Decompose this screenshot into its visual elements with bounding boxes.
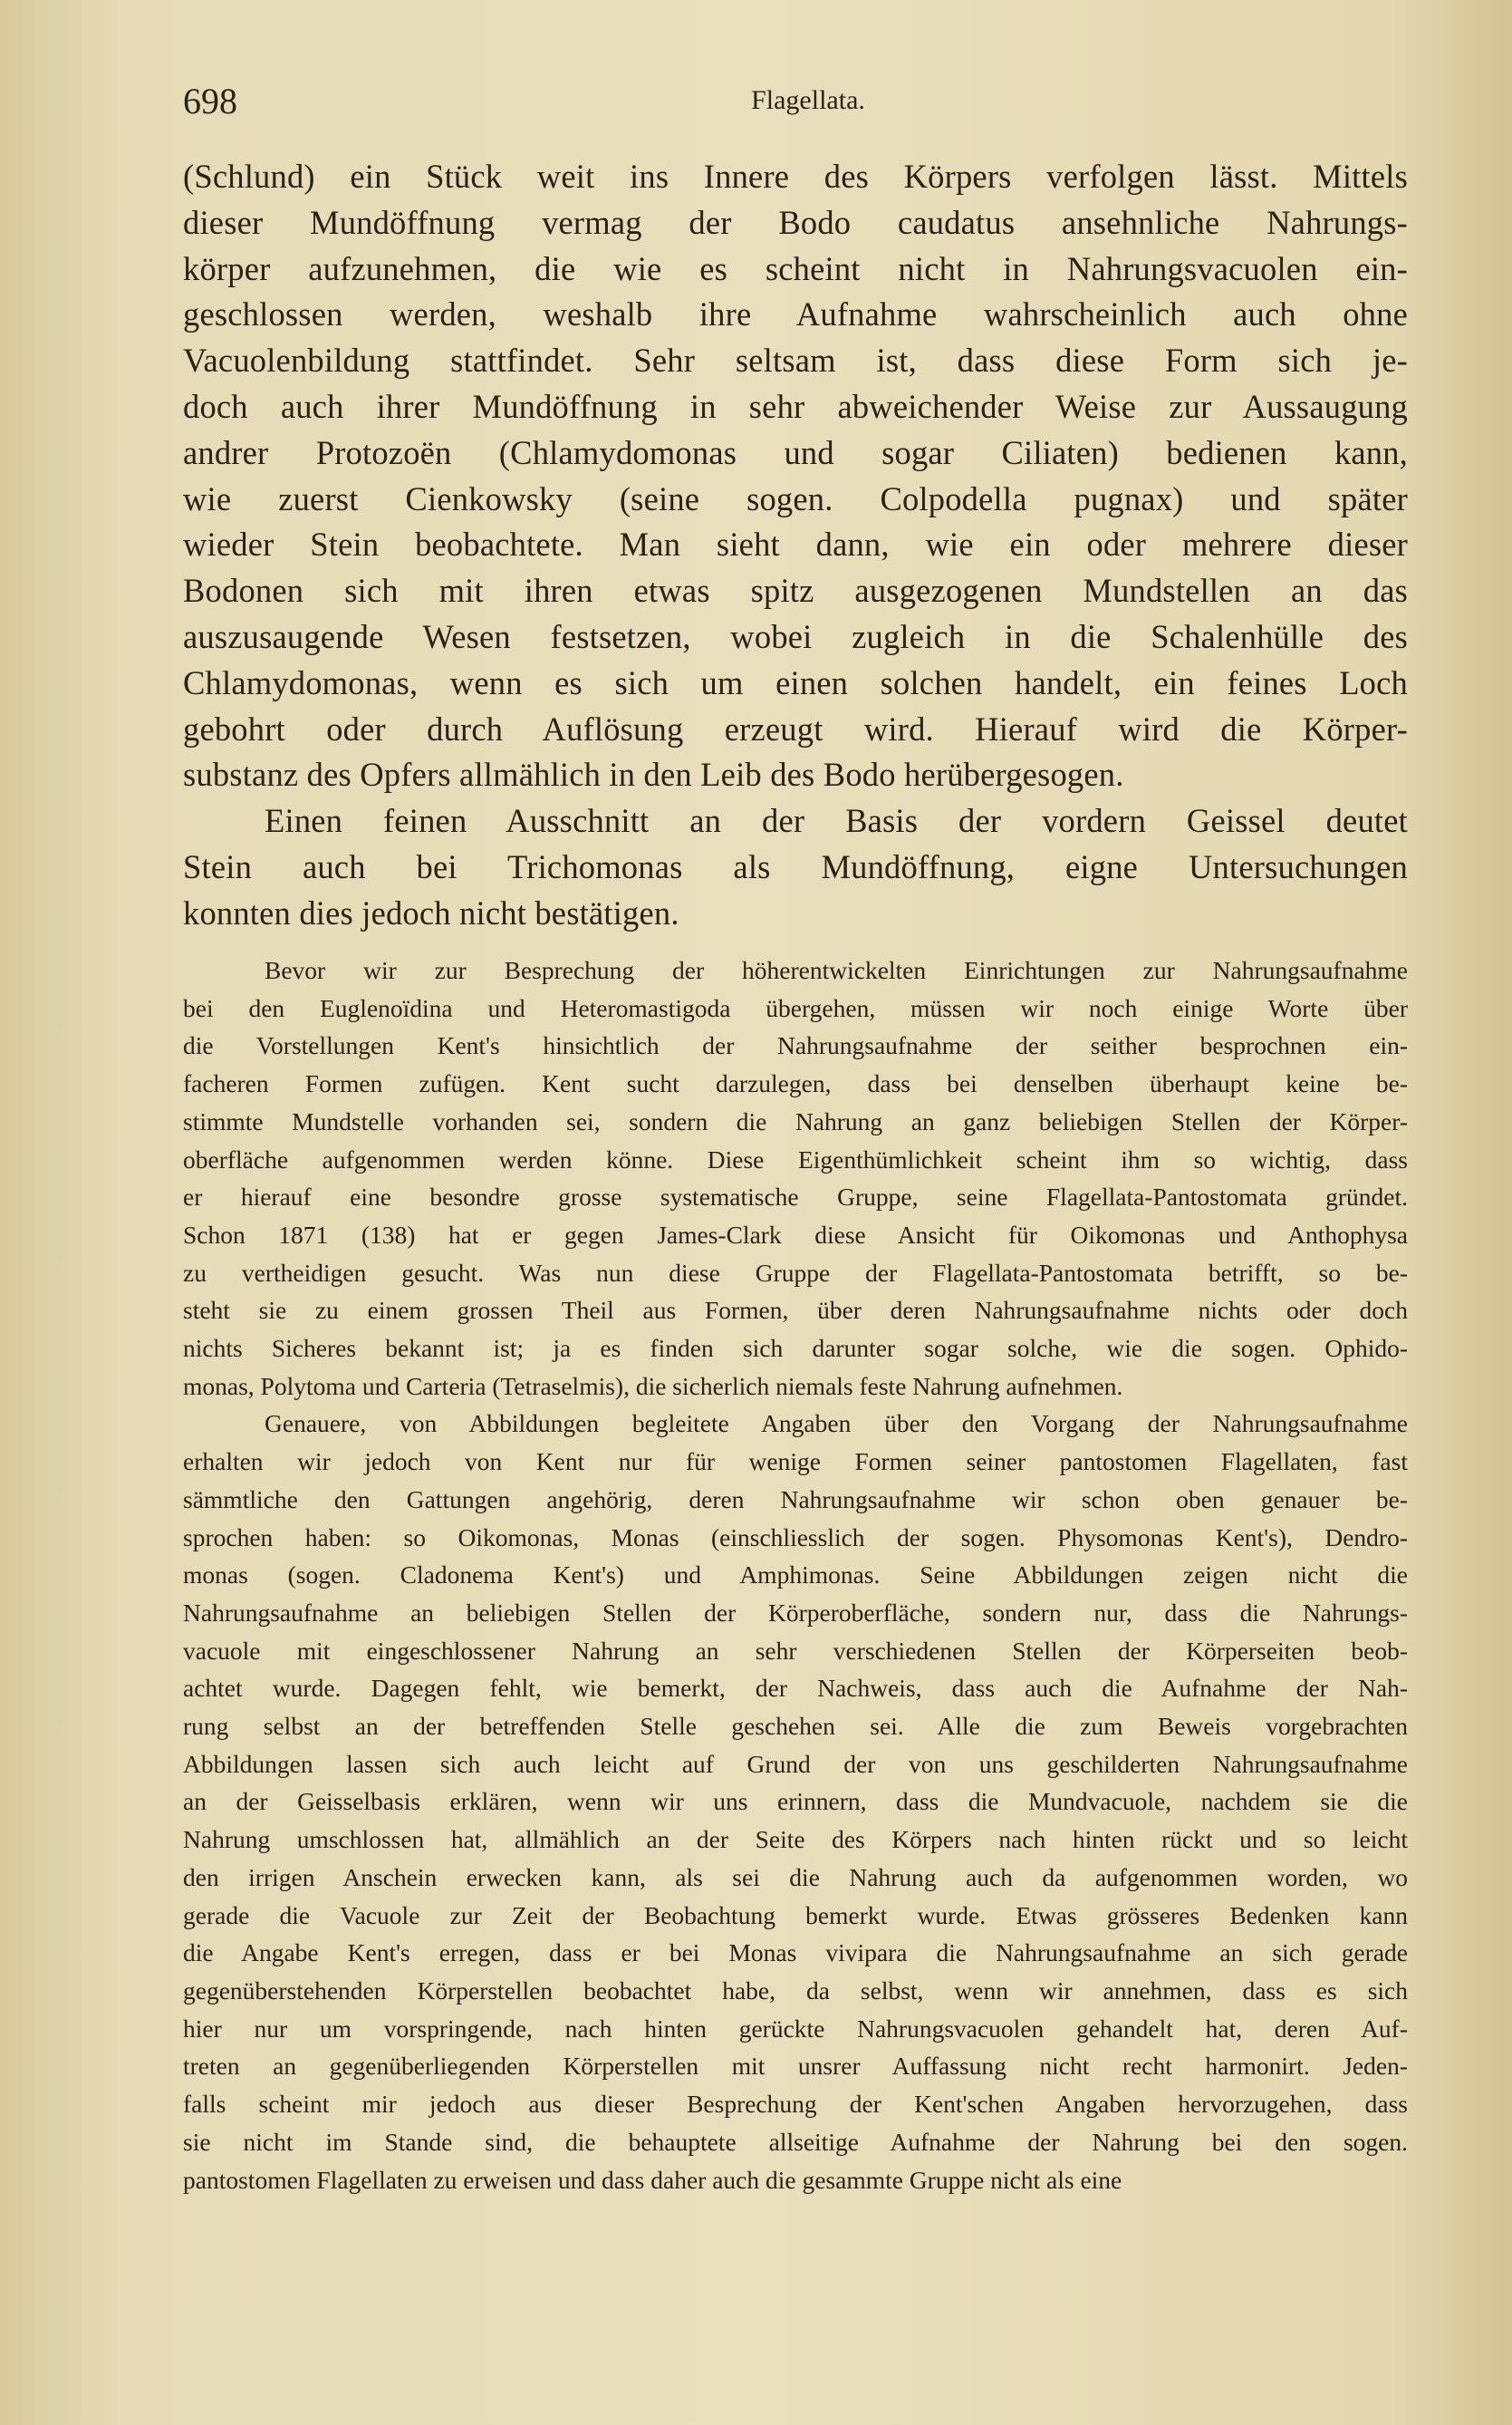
small-print-paragraph <box>183 1405 1408 2198</box>
text-line: die Angabe Kent's erregen, dass er bei Monas vivipara die Nahrungsaufnahme an sich gerade <box>183 1938 1408 1967</box>
text-line: Abbildungen lassen sich auch leicht auf Grund der von uns geschilderten Nahrungsaufnahme <box>183 1749 1408 1778</box>
text-line: achtet wurde. Dagegen fehlt, wie bemerkt, der Nachweis, dass auch die Aufnahme der Nah- <box>183 1674 1408 1703</box>
text-line: zu vertheidigen gesucht. Was nun diese Gruppe der Flagellata-Pantostomata betrifft, so be- <box>183 1258 1408 1287</box>
text-line: erhalten wir jedoch von Kent nur für wenige Formen seiner pantostomen Flagellaten, fast <box>183 1447 1408 1476</box>
small-print-paragraph <box>183 952 1408 1405</box>
text-line: doch auch ihrer Mundöffnung in sehr abweichender Weise zur Aussaugung <box>183 387 1408 425</box>
text-line: andrer Protozoën (Chlamydomonas und sogar Ciliaten) bedienen kann, <box>183 433 1408 471</box>
page-header <box>183 80 1433 134</box>
text-line: Einen feinen Ausschnitt an der Basis der vordern Geissel deutet <box>265 802 1408 840</box>
text-line: monas (sogen. Cladonema Kent's) und Amphimonas. Seine Abbildungen zeigen nicht die <box>183 1560 1408 1589</box>
text-line: gebohrt oder durch Auflösung erzeugt wird. Hierauf wird die Körper- <box>183 710 1408 748</box>
running-title: Flagellata. <box>751 85 865 115</box>
text-line: Vacuolenbildung stattfindet. Sehr seltsam ist, dass diese Form sich je- <box>183 342 1408 380</box>
text-line: treten an gegenüberliegenden Körperstellen mit unsrer Auffassung nicht recht harmonirt. Jeden- <box>183 2052 1408 2081</box>
text-line: sprochen haben: so Oikomonas, Monas (einschliesslich der sogen. Physomonas Kent's), Dendro- <box>183 1522 1408 1551</box>
text-line: hier nur um vorspringende, nach hinten gerückte Nahrungsvacuolen gehandelt hat, deren Auf- <box>183 2014 1408 2043</box>
text-line: Schon 1871 (138) hat er gegen James-Clark diese Ansicht für Oikomonas und Anthophysa <box>183 1220 1408 1249</box>
text-line: geschlossen werden, weshalb ihre Aufnahme wahrscheinlich auch ohne <box>183 295 1408 333</box>
text-line: konnten dies jedoch nicht bestätigen. <box>183 894 679 932</box>
text-line: wie zuerst Cienkowsky (seine sogen. Colpodella pugnax) und später <box>183 479 1408 517</box>
text-line: auszusaugende Wesen festsetzen, wobei zugleich in die Schalenhülle des <box>183 617 1408 655</box>
text-line: oberfläche aufgenommen werden könne. Diese Eigenthümlichkeit scheint ihm so wichtig, dass <box>183 1145 1408 1174</box>
text-line: Nahrungsaufnahme an beliebigen Stellen der Körperoberfläche, sondern nur, dass die Nahrungs- <box>183 1598 1408 1627</box>
body-paragraph <box>183 154 1408 798</box>
text-line: bei den Euglenoïdina und Heteromastigoda übergehen, müssen wir noch einige Worte über <box>183 993 1408 1022</box>
text-line: Bodonen sich mit ihren etwas spitz ausgezogenen Mundstellen an das <box>183 572 1408 610</box>
text-line: gerade die Vacuole zur Zeit der Beobachtung bemerkt wurde. Etwas grösseres Bedenken kann <box>183 1900 1408 1929</box>
text-line: nichts Sicheres bekannt ist; ja es finden sich darunter sogar solche, wie die sogen. Ophido- <box>183 1334 1408 1363</box>
text-line: die Vorstellungen Kent's hinsichtlich der Nahrungsaufnahme der seither besprochnen ein- <box>183 1031 1408 1060</box>
text-line: gegenüberstehenden Körperstellen beobachtet habe, da selbst, wenn wir annehmen, dass es sich <box>183 1976 1408 2005</box>
text-line: Stein auch bei Trichomonas als Mundöffnung, eigne Untersuchungen <box>183 847 1408 885</box>
text-line: facheren Formen zufügen. Kent sucht darzulegen, dass bei denselben überhaupt keine be- <box>183 1069 1408 1098</box>
text-line: sie nicht im Stande sind, die behauptete allseitige Aufnahme der Nahrung bei den sogen. <box>183 2127 1408 2156</box>
text-line: monas, Polytoma und Carteria (Tetraselmis), die sicherlich niemals feste Nahrung aufnehmen. <box>183 1371 1123 1400</box>
small-print-text <box>183 952 1408 2198</box>
text-line: steht sie zu einem grossen Theil aus Formen, über deren Nahrungsaufnahme nichts oder doch <box>183 1296 1408 1325</box>
text-line: dieser Mundöffnung vermag der Bodo caudatus ansehnliche Nahrungs- <box>183 203 1408 241</box>
text-line: sämmtliche den Gattungen angehörig, deren Nahrungsaufnahme wir schon oben genauer be- <box>183 1484 1408 1513</box>
text-line: er hierauf eine besondre grosse systematische Gruppe, seine Flagellata-Pantostomata gründet. <box>183 1183 1408 1212</box>
text-line: substanz des Opfers allmählich in den Leib des Bodo herübergesogen. <box>183 756 1124 794</box>
text-line: stimmte Mundstelle vorhanden sei, sondern die Nahrung an ganz beliebigen Stellen der Körper- <box>183 1106 1408 1135</box>
text-line: Nahrung umschlossen hat, allmählich an der Seite des Körpers nach hinten rückt und so leicht <box>183 1825 1408 1854</box>
text-line: rung selbst an der betreffenden Stelle geschehen sei. Alle die zum Beweis vorgebrachten <box>183 1712 1408 1741</box>
page-number: 698 <box>183 81 237 121</box>
text-line: wieder Stein beobachtete. Man sieht dann, wie ein oder mehrere dieser <box>183 526 1408 564</box>
text-line: vacuole mit eingeschlossener Nahrung an sehr verschiedenen Stellen der Körperseiten beob- <box>183 1636 1408 1665</box>
text-line: Chlamydomonas, wenn es sich um einen solchen handelt, ein feines Loch <box>183 663 1408 701</box>
text-line: (Schlund) ein Stück weit ins Innere des Körpers verfolgen lässt. Mittels <box>183 158 1408 195</box>
text-line: Bevor wir zur Besprechung der höherentwickelten Einrichtungen zur Nahrungsaufnahme <box>265 956 1408 984</box>
text-line: körper aufzunehmen, die wie es scheint nicht in Nahrungsvacuolen ein- <box>183 249 1408 287</box>
text-line: pantostomen Flagellaten zu erweisen und dass daher auch die gesammte Gruppe nicht als eine <box>183 2165 1122 2194</box>
body-paragraph <box>183 798 1408 936</box>
text-line: den irrigen Anschein erwecken kann, als sei die Nahrung auch da aufgenommen worden, wo <box>183 1862 1408 1891</box>
text-line: Genauere, von Abbildungen begleitete Angaben über den Vorgang der Nahrungsaufnahme <box>265 1409 1408 1438</box>
text-line: an der Geisselbasis erklären, wenn wir uns erinnern, dass die Mundvacuole, nachdem sie die <box>183 1787 1408 1816</box>
main-text <box>183 154 1408 937</box>
text-line: falls scheint mir jedoch aus dieser Besprechung der Kent'schen Angaben hervorzugehen, dass <box>183 2090 1408 2119</box>
